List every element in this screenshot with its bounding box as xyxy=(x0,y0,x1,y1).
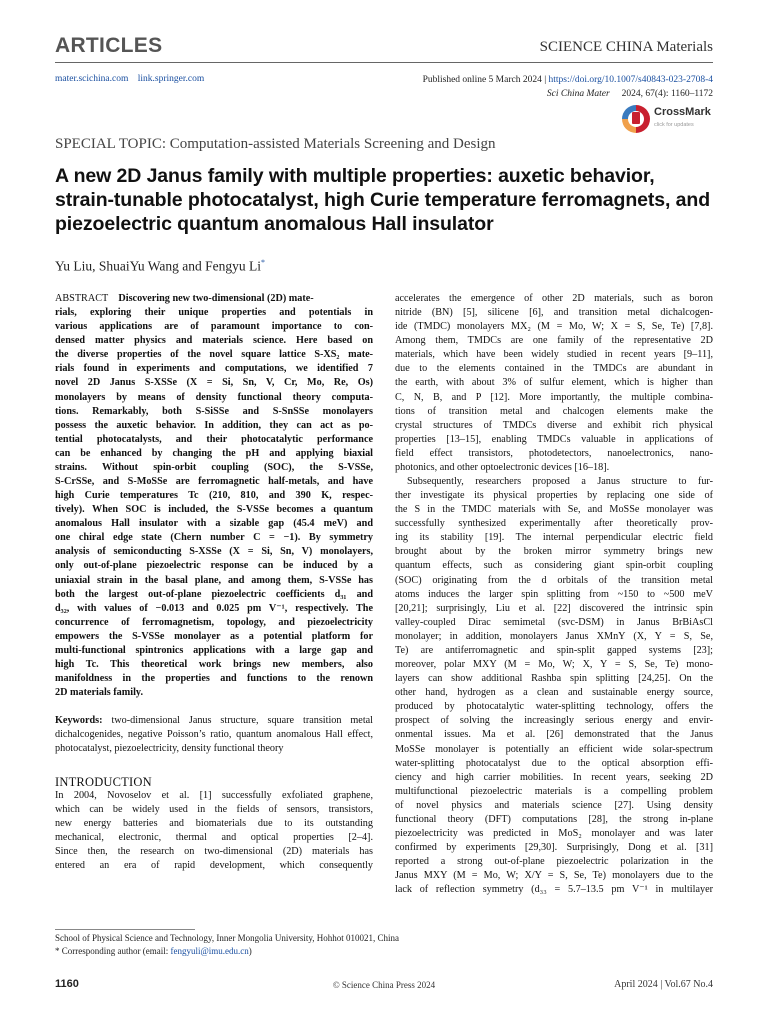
body-line: tions of transition metal and chalcogen elements make the xyxy=(395,405,713,417)
body-line: Janus MXY (M = Mo, W; X/Y = S, Se, Te) monolayers due to the xyxy=(395,870,713,882)
abstract-line: one chiral edge state (Chern number C = −1). By symmetry xyxy=(55,532,373,544)
body-line: (SOC) originating from the d orbitals of the transition metal xyxy=(395,574,713,586)
abstract-line xyxy=(55,292,373,306)
abstract-line: only out-of-plane piezoelectric response can be induced by a xyxy=(55,560,373,572)
corresponding-footnote xyxy=(55,946,252,956)
introduction-line: mechanical, electronic, thermal and optical properties [2–4]. xyxy=(55,831,373,843)
abstract-line: can be enhanced by changing the pH and applying biaxial xyxy=(55,447,373,459)
keywords-label: Keywords: xyxy=(55,715,103,727)
abstract-line: empowers the S-VSSe monolayer as a potential platform for xyxy=(55,630,373,642)
body-line: quantum effects, such as considering giant spin-orbit coupling xyxy=(395,560,713,572)
abstract-line: 2D materials family. xyxy=(55,687,143,699)
abstract-line: monolayers by means of density functional theory computa- xyxy=(55,391,373,403)
body-line: due to the elements contained in the TMDCs are abundant in xyxy=(395,363,713,375)
abstract-line: d₃₂, with values of −0.013 and 0.025 pm V⁻¹, respectively. The xyxy=(55,602,373,614)
body-line: ide (TMDC) monolayers MX₂ (M = Mo, W; X = S, Se, Te) [7,8]. xyxy=(395,321,713,333)
crossmark-badge[interactable] xyxy=(622,104,714,134)
introduction-heading: INTRODUCTION xyxy=(55,774,152,789)
crossmark-sub-label: click for updates xyxy=(654,122,694,128)
citation-journal: Sci China Mater xyxy=(546,88,610,99)
right-column xyxy=(395,292,713,897)
body-line: monolayer; in addition, monolayers Janus XMnY (X, Y = S, Se, xyxy=(395,630,713,642)
journal-site-link[interactable]: mater.scichina.com xyxy=(55,74,129,84)
authors: Yu Liu, ShuaiYu Wang and Fengyu Li xyxy=(55,258,262,274)
author-email-link[interactable]: fengyuli@imu.edu.cn xyxy=(170,946,249,956)
body-line: Subsequently, researchers proposed a Janus structure to fur- xyxy=(407,476,713,488)
abstract-line: anomalous Hall insulator with a sizable gap (45.4 meV) and xyxy=(55,518,373,530)
corresponding-marker: * xyxy=(261,258,266,267)
body-line: photonics, and other optoelectronic devices [16–18]. xyxy=(395,461,610,473)
journal-name: SCIENCE CHINA Materials xyxy=(539,39,713,55)
footnote-divider xyxy=(55,929,195,930)
body-line: successfully synthesized experimentally after theoretically prov- xyxy=(395,518,713,530)
body-line: confirmed by experiments [29,30]. Surprisingly, Dong et al. [31] xyxy=(395,842,713,854)
article-title: A new 2D Janus family with multiple properties: auxetic behavior, strain-tunable photocatalyst, high Curie temperature ferromagnets, and piezoelectric quantum anomalous Hall insulator xyxy=(55,165,711,235)
body-line: Among them, TMDCs are one family of the representative 2D xyxy=(395,335,713,347)
abstract-line: novel 2D Janus S-XSSe (X = Si, Sn, V, Cr, Mo, Re, Os) xyxy=(55,377,373,389)
abstract-line: concurrence of ferromagnetism, topology, and piezoelectricity xyxy=(55,616,373,628)
introduction-line: In 2004, Novoselov et al. [1] successfully exfoliated graphene, xyxy=(55,789,373,801)
publication-info xyxy=(423,74,713,101)
abstract-line: tential photocatalysts, and their photocatalytic performance xyxy=(55,433,373,445)
keywords xyxy=(55,714,373,756)
special-topic: SPECIAL TOPIC: Computation-assisted Materials Screening and Design xyxy=(55,136,496,152)
body-line: field effect transistors, photodetectors, nanoelectronics, nano- xyxy=(395,447,713,459)
abstract xyxy=(55,292,373,700)
abstract-line: possess the auxetic behavior. In addition, they can act as po- xyxy=(55,419,373,431)
affiliation-footnote: School of Physical Science and Technology, Inner Mongolia University, Hohhot 010021, China xyxy=(55,933,399,943)
introduction-line: entered an era of rapid development, which consequently xyxy=(55,859,373,871)
abstract-line: various applications are of paramount importance to con- xyxy=(55,321,373,333)
body-line: prospect of solving the increasingly serious energy and envir- xyxy=(395,715,713,727)
body-line: nitride (BN) [5], silicene [6], and transition metal dichalcogen- xyxy=(395,307,713,319)
body-line: [20,21]; surprisingly, Liu et al. [22] discovered the intrinsic spin xyxy=(395,602,713,614)
body-line: accelerates the emergence of other 2D materials, such as boron xyxy=(395,293,713,304)
issue-info: April 2024 | Vol.67 No.4 xyxy=(614,979,713,990)
introduction-line: new energy batteries and biomaterials due to its outstanding xyxy=(55,817,373,829)
abstract-line: both the largest out-of-plane piezoelectric coefficients d₃₁ and xyxy=(55,588,373,600)
citation-detail: 2024, 67(4): 1160–1172 xyxy=(621,88,713,99)
body-line: crystal structures of TMDCs diverse and exhibit rich physical xyxy=(395,419,713,431)
site-links xyxy=(55,74,211,84)
body-line: water-splitting photocatalyst due to the optical absorption effi- xyxy=(395,757,713,769)
citation-line xyxy=(423,88,713,102)
body-line: onmental issues. Ma et al. [26] demonstrated that the Janus xyxy=(395,729,713,741)
abstract-line: tively). When SOC is included, the S-VSSe becomes a quantum xyxy=(55,504,373,516)
author-list xyxy=(55,258,265,275)
body-line: lack of reflection symmetry (d₃₃ = 5.7–13.5 pm V⁻¹ in multilayer xyxy=(395,884,713,896)
keywords-text: two-dimensional Janus structure, square transition metal dichalcogenides, negative Poisson’s ratio, quantum anomalous Hall effect, photocatalyst, piezoelectricity, density functional theory xyxy=(55,715,374,755)
publication-date-line xyxy=(423,74,713,88)
abstract-line: the diverse properties of the novel square lattice S-XS₂ mate- xyxy=(55,349,373,361)
abstract-line: manifoldness in the properties and functions to the renown xyxy=(55,673,373,685)
body-line: layers can show additional Rashba spin splitting [24,25]. On the xyxy=(395,673,713,685)
abstract-label: ABSTRACT xyxy=(55,293,109,304)
body-line: Te) are antiferromagnetic and spin-split gapped systems [23]; xyxy=(395,644,713,656)
abstract-line: high Tc. This theoretical work brings new members, also xyxy=(55,659,373,671)
introduction-line: which can be widely used in the fields of sensors, transistors, xyxy=(55,803,373,815)
published-date: Published online 5 March 2024 | xyxy=(422,75,549,85)
body-line: other hand, hydrogen as a clean and sustainable energy source, xyxy=(395,687,713,699)
body-line: piezoelectricity was predicted in MoS₂ monolayer and was later xyxy=(395,827,713,839)
abstract-line: high Curie temperatures Tc (210, 810, and 390 K, respec- xyxy=(55,490,373,502)
body-line: ciency and high carrier mobilities. In recent years, seeking 2D xyxy=(395,771,713,783)
body-line: valley-coupled Dirac semimetal (svc-DSM) in Janus BrBiAsCl xyxy=(395,616,713,628)
body-line: ther investigate its physical properties by replacing one side of xyxy=(395,490,713,502)
abstract-line: densed matter physics and materials science. Here based on xyxy=(55,335,373,347)
abstract-line: multi-functional spintronics applications with a large gap and xyxy=(55,644,373,656)
page-number: 1160 xyxy=(55,978,79,990)
body-line: materials, which have been widely studied in recent years [9–11], xyxy=(395,349,713,361)
abstract-line: uniaxial strain in the basal plane, and among them, S-VSSe has xyxy=(55,574,373,586)
abstract-line: analysis of semiconducting S-XSSe (X = Si, Sn, V) monolayers, xyxy=(55,546,373,558)
abstract-line: strains. Without spin-orbit coupling (SOC), the S-VSSe, xyxy=(55,461,373,473)
doi-link[interactable]: https://doi.org/10.1007/s40843-023-2708-4 xyxy=(548,75,713,85)
body-line: the earth, with about 3% of sulfur element, which is higher than xyxy=(395,377,713,389)
body-line: the S in the TMDC materials with Se, and MoSSe monolayer was xyxy=(395,504,713,516)
copyright: © Science China Press 2024 xyxy=(332,980,436,990)
body-line: produced by photocatalytic water-splitting technology, offers the xyxy=(395,701,713,713)
springer-site-link[interactable]: link.springer.com xyxy=(137,74,205,84)
crossmark-bookmark-icon xyxy=(632,112,640,124)
introduction-body xyxy=(55,789,373,873)
body-line: functional theory (DFT) computations [28], the strong in-plane xyxy=(395,813,713,825)
abstract-text: Discovering new two-dimensional (2D) mate- xyxy=(118,293,314,304)
abstract-line: S-CrSSe, and S-MoSSe are ferromagnetic half-metals, and have xyxy=(55,476,373,488)
body-line: atoms induces the larger spin splitting from ~150 to ~500 meV xyxy=(395,588,713,600)
body-line: properties [13–15], enabling TMDCs valuable in applications of xyxy=(395,433,713,445)
section-label: ARTICLES xyxy=(55,34,163,57)
body-line: MoSSe monolayer is potentially an efficient wide solar-spectrum xyxy=(395,743,713,755)
corresponding-suffix: ) xyxy=(248,946,252,956)
abstract-line: rials, exploring their unique properties and potentials in xyxy=(55,307,373,319)
body-line: moreover, polar MXY (M = Mo, W; X, Y = S, Se, Te) mono- xyxy=(395,659,713,671)
body-line: ing its stability [19]. The internal perpendicular electric field xyxy=(395,532,713,544)
body-line: multifunctional piezoelectric materials is a compelling problem xyxy=(395,785,713,797)
abstract-line: rials found in experiments and computations, we identified 7 xyxy=(55,363,373,375)
body-line: brought about by the broken mirror symmetry brings new xyxy=(395,546,713,558)
introduction-line: Since then, the research on two-dimensional (2D) materials has xyxy=(55,845,373,857)
body-line: of novel physics and materials science [27]. Using density xyxy=(395,799,713,811)
body-line: reported a strong out-of-plane piezoelectric polarization in the xyxy=(395,856,713,868)
abstract-line: tions. Remarkably, both S-SiSSe and S-SnSSe monolayers xyxy=(55,405,373,417)
header-divider xyxy=(55,62,713,63)
body-line: C, N, B, and P [12]. More importantly, the multiple combina- xyxy=(395,391,713,403)
left-column xyxy=(55,292,373,873)
corresponding-prefix: * Corresponding author (email: xyxy=(55,946,171,956)
crossmark-label: CrossMark xyxy=(654,106,711,118)
